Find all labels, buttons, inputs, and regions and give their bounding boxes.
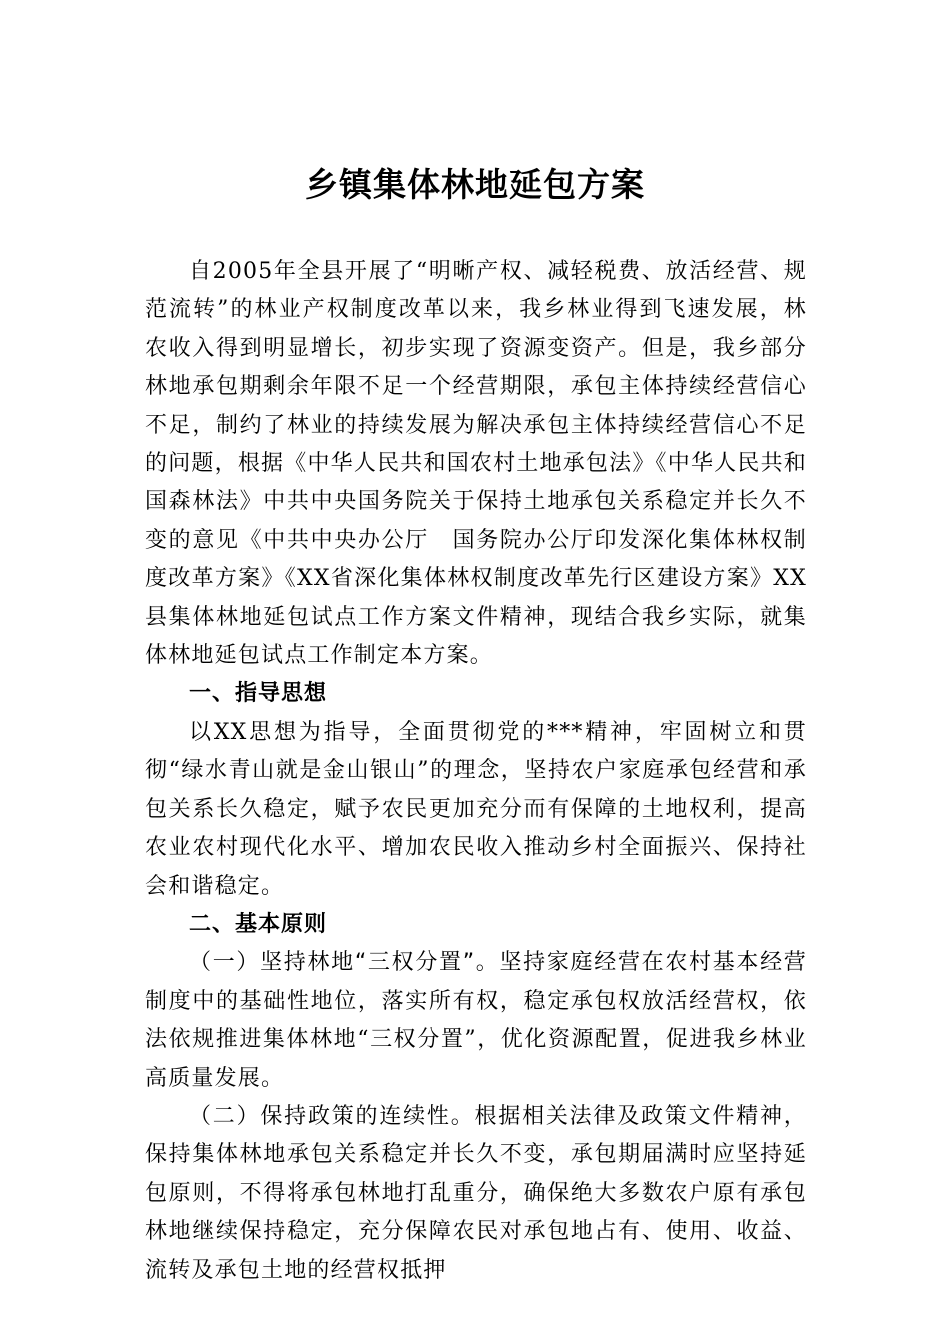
principle-item-1-text: 坚持家庭经营在农村基本经营制度中的基础性地位，落实所有权，稳定承包权放活经营权，依法依规推进集体林地“三权分置”，优化资源配置，促进我乡林业高质量发展。	[145, 950, 807, 1091]
document-title: 乡镇集体林地延包方案	[305, 165, 645, 204]
principle-item-1-label: （一）坚持林地“三权分置”。	[189, 950, 500, 976]
principle-item-2-text: 根据相关法律及政策文件精神，保持集体林地承包关系稳定并长久不变，承包期届满时应坚持延包原则，不得将承包林地打乱重分，确保绝大多数农户原有承包林地继续保持稳定，充分保障农民对承包地占有、使用、收益、流转及承包土地的经营权抵押	[145, 1103, 807, 1283]
section-heading-basic-principles: 二、基本原则	[189, 911, 328, 937]
principle-item-2-label: （二）保持政策的连续性。	[189, 1103, 475, 1129]
intro-paragraph: 自2005年全县开展了“明晰产权、减轻税费、放活经营、规范流转”的林业产权制度改革以来，我乡林业得到飞速发展，林农收入得到明显增长，初步实现了资源变资产。但是，我乡部分林地承包期剩余年限不足一个经营期限，承包主体持续经营信心不足，制约了林业的持续发展为解决承包主体持续经营信心不足的问题，根据《中华人民共和国农村土地承包法》《中华人民共和国森林法》中共中央国务院关于保持土地承包关系稳定并长久不变的意见《中共中央办公厅 国务院办公厅印发深化集体林权制度改革方案》《XX省深化集体林权制度改革先行区建设方案》XX县集体林地延包试点工作方案文件精神，现结合我乡实际，就集体林地延包试点工作制定本方案。	[145, 259, 807, 669]
principle-item-1	[145, 944, 807, 1098]
document-body	[145, 253, 807, 1290]
guiding-ideology-paragraph: 以XX思想为指导，全面贯彻党的***精神，牢固树立和贯彻“绿水青山就是金山银山”的理念，坚持农户家庭承包经营和承包关系长久稳定，赋予农民更加充分而有保障的土地权利，提高农业农村现代化水平、增加农民收入推动乡村全面振兴、保持社会和谐稳定。	[145, 719, 807, 899]
principle-item-2	[145, 1098, 807, 1290]
section-heading-guiding-ideology: 一、指导思想	[189, 681, 328, 707]
